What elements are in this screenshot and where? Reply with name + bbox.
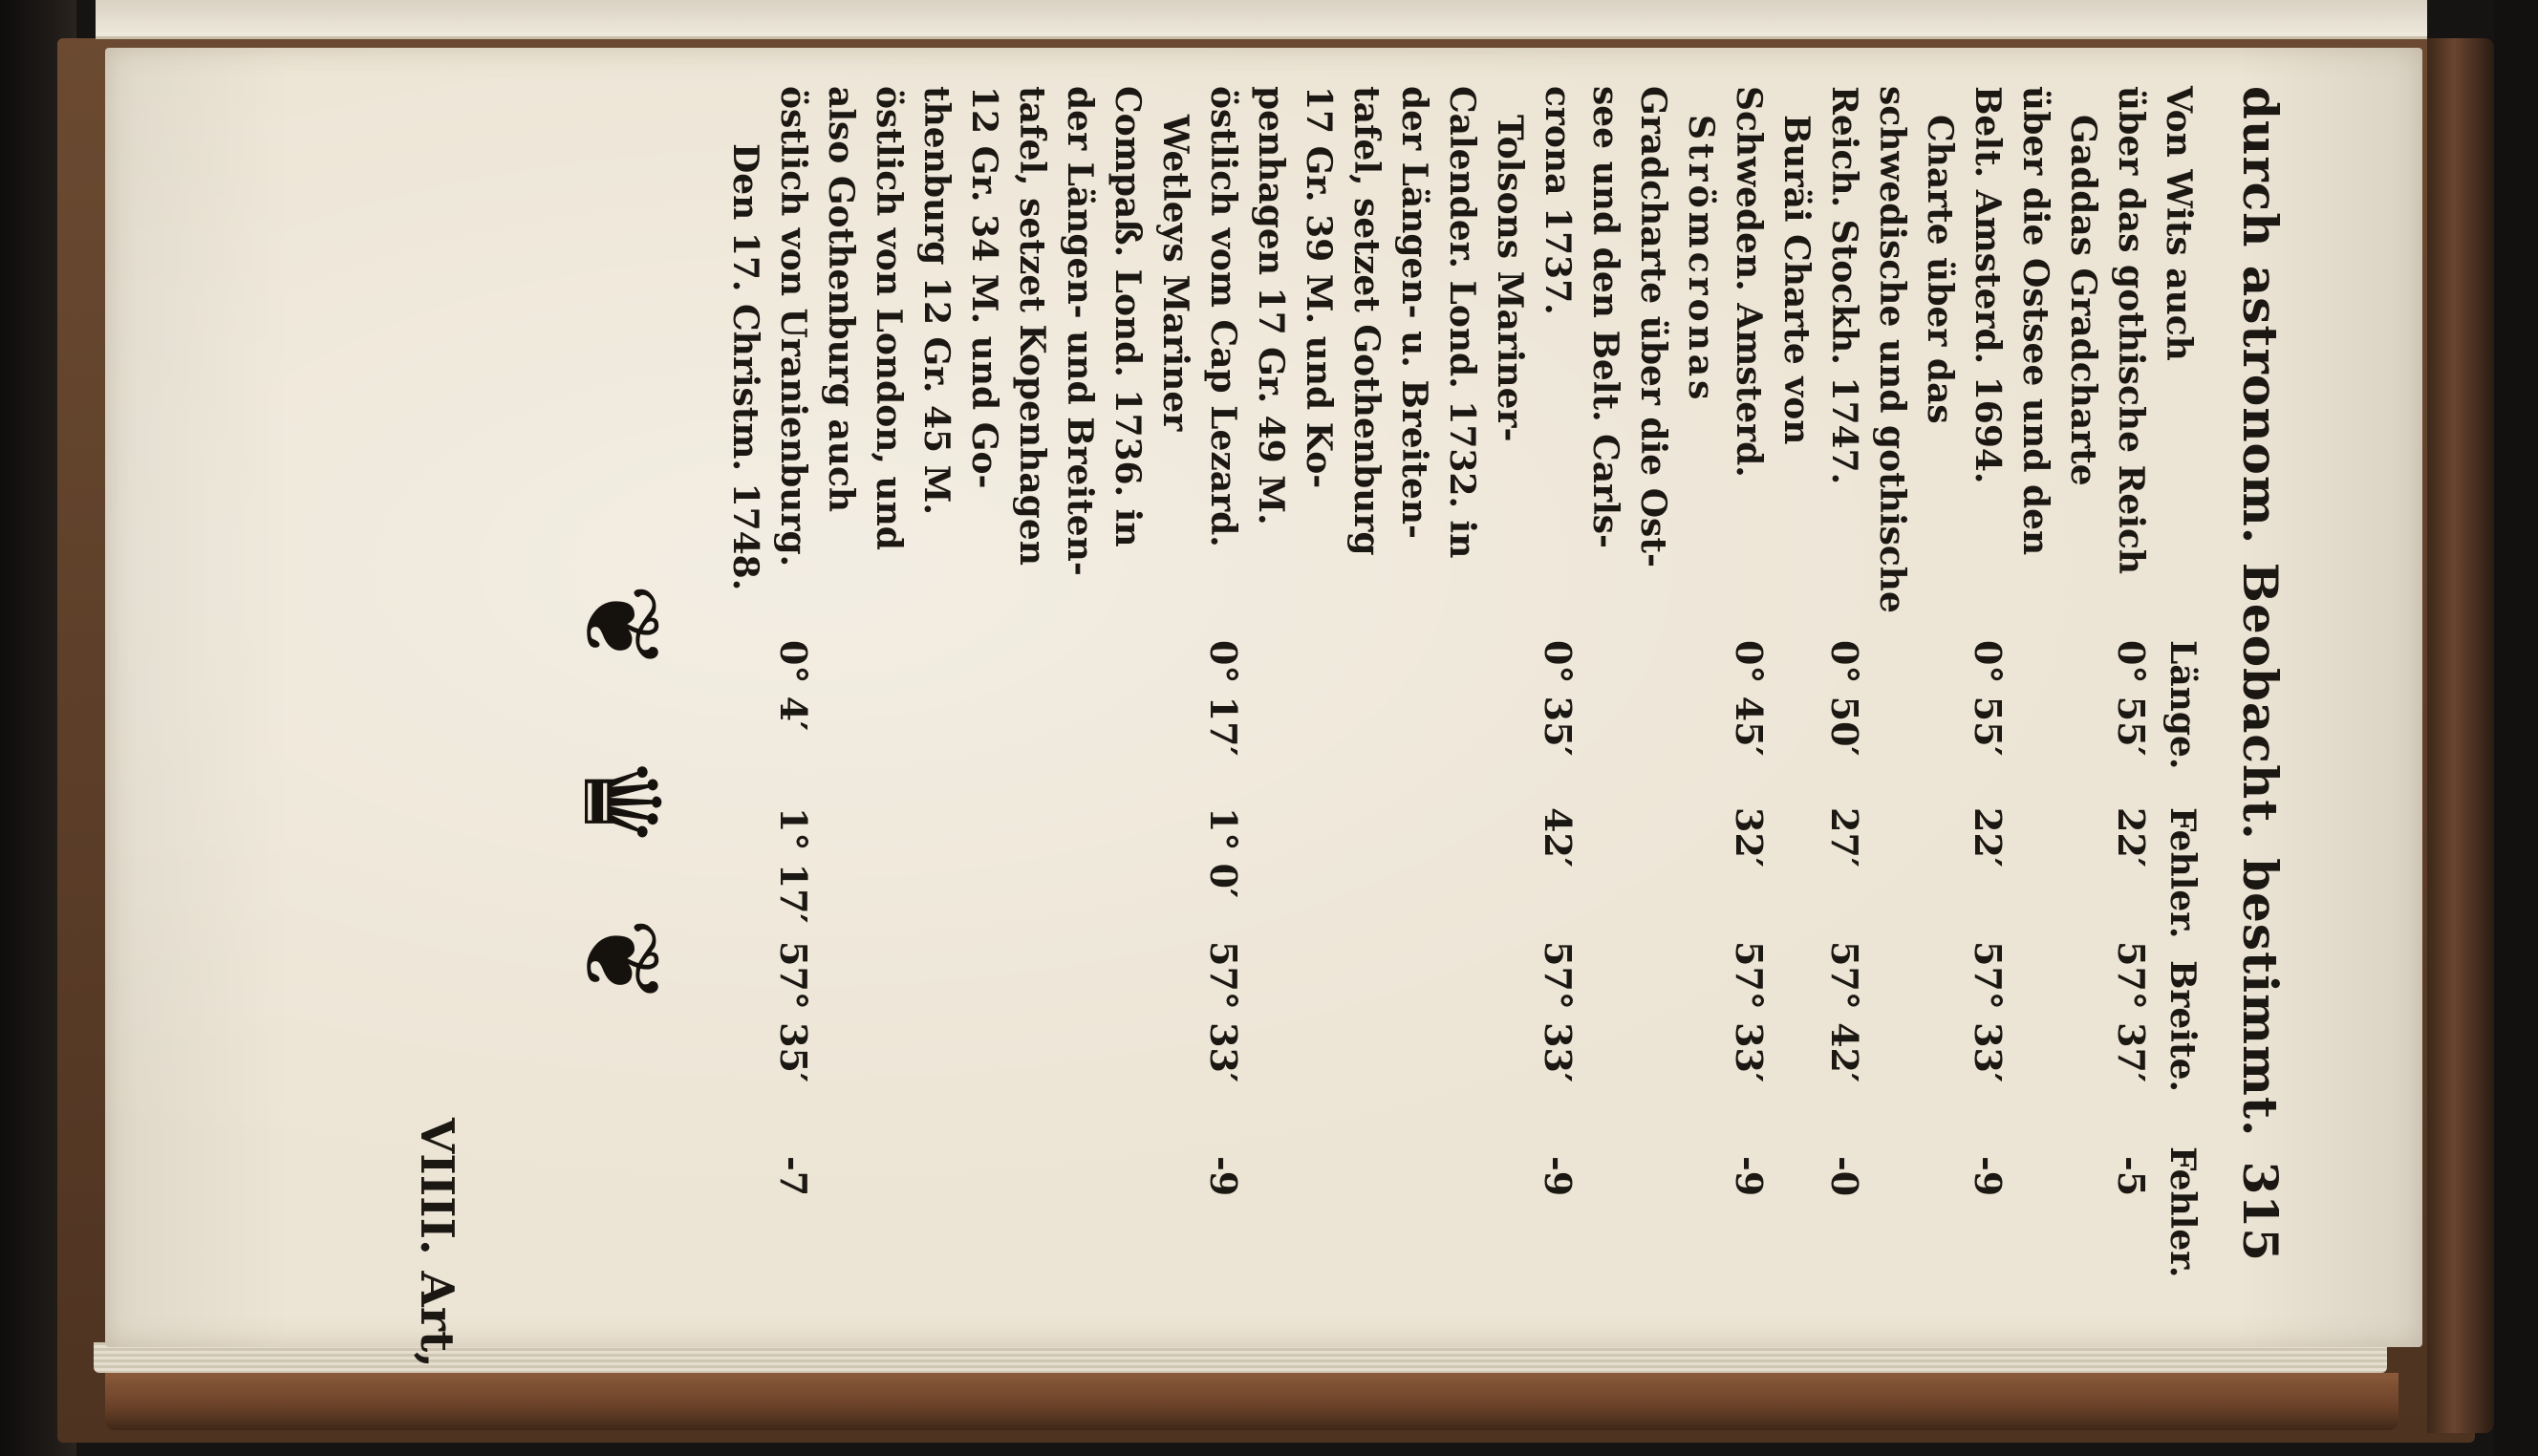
dateline: Den 17. Christm. 1748. <box>725 143 765 591</box>
entry-line: Gradcharte über die Ost- <box>1633 86 1673 567</box>
leather-spine <box>105 1373 2398 1430</box>
fehler-value: 27′ <box>1823 807 1866 867</box>
breite-value: 57° 35′ <box>772 941 815 1083</box>
entry-line: Charte über das <box>1920 115 1960 424</box>
table-row <box>1199 86 1534 1280</box>
fehler-value: 1° 17′ <box>772 807 815 924</box>
entry-line: Strömcronas <box>1681 115 1721 404</box>
fehler-value: 42′ <box>1537 807 1580 867</box>
breite-value: 57° 33′ <box>1967 941 2010 1083</box>
entry-line: über das gothische Reich <box>2111 86 2151 575</box>
entry-line: Belt. Amsterd. 1694. <box>1968 86 2008 484</box>
fehler-value: 1° 0′ <box>1202 807 1245 899</box>
book-page <box>105 48 2422 1368</box>
column-fehler-1: Fehler. <box>2162 807 2203 939</box>
fehler-value: -9 <box>1728 1156 1771 1197</box>
fehler-value: 32′ <box>1728 807 1771 867</box>
leather-cover-edge <box>2427 38 2494 1433</box>
breite-value: 57° 33′ <box>1202 941 1245 1083</box>
entry-line: östlich von Uranienburg. <box>773 86 813 567</box>
column-laenge: Länge. <box>2162 640 2203 770</box>
breite-value: 57° 37′ <box>2110 941 2153 1083</box>
breite-value: 57° 33′ <box>1537 941 1580 1083</box>
laenge-value: 0° 17′ <box>1202 640 1245 757</box>
entry-line: der Längen- und Breiten- <box>1060 86 1100 576</box>
entry-line: Compaß. Lond. 1736. in <box>1108 86 1148 547</box>
entry-line: Gaddas Gradcharte <box>2063 115 2103 486</box>
entry-line: see und den Belt. Carls- <box>1585 86 1625 548</box>
entry-line: Schweden. Amsterd. <box>1729 86 1769 478</box>
table-row <box>1964 86 2107 1280</box>
fehler-value: -5 <box>2110 1156 2153 1197</box>
fehler-value: 22′ <box>1967 807 2010 867</box>
page-header <box>2212 86 2289 1261</box>
laenge-value: 0° 55′ <box>2110 640 2153 757</box>
laenge-value: 0° 35′ <box>1537 640 1580 757</box>
entry-line: der Längen- u. Breiten- <box>1394 86 1434 539</box>
fehler-value: -9 <box>1202 1156 1245 1197</box>
table-row <box>1725 86 1820 1280</box>
entry-line: östlich von London, und <box>869 86 909 550</box>
running-head: durch astronom. Beobacht. bestimmt. <box>2232 86 2289 1138</box>
crown-icon: ♛ <box>560 755 682 849</box>
table-row <box>2107 86 2203 1280</box>
entry-line: Tolsons Mariner- <box>1490 115 1530 442</box>
laenge-value: 0° 55′ <box>1967 640 2010 757</box>
entry-line: Reich. Stockh. 1747. <box>1824 86 1864 485</box>
entry-line: Von Wits auch <box>2159 86 2199 361</box>
fleuron-icon: ❦ <box>560 917 682 1006</box>
fehler-value: -9 <box>1967 1156 2010 1197</box>
breite-value: 57° 33′ <box>1728 941 1771 1083</box>
breite-value: 57° 42′ <box>1823 941 1866 1083</box>
page-number: 315 <box>2232 1161 2289 1261</box>
right-background <box>2494 0 2538 1456</box>
fehler-value: 22′ <box>2110 807 2153 867</box>
table-row <box>1820 86 1964 1280</box>
catchword: VIIII. Art, <box>410 1118 463 1368</box>
entry-line: Wetleys Mariner <box>1155 115 1195 432</box>
rotated-text-block <box>105 48 2422 1368</box>
fehler-value: -9 <box>1537 1156 1580 1197</box>
fehler-value: -7 <box>772 1156 815 1197</box>
entry-line: thenburg 12 Gr. 45 M. <box>916 86 957 516</box>
entry-line: Calender. Lond. 1732. in <box>1442 86 1482 559</box>
facing-page-edge <box>96 0 2427 39</box>
fleuron-icon: ❦ <box>560 583 682 672</box>
entry-line: also Gothenburg auch <box>821 86 861 513</box>
entry-line: Buräi Charte von <box>1776 115 1817 445</box>
entry-line: tafel, setzet Kopenhagen <box>1012 86 1052 566</box>
laenge-value: 0° 4′ <box>772 640 815 732</box>
entry-line: östlich vom Cap Lezard. <box>1203 86 1243 547</box>
column-breite: Breite. <box>2162 960 2203 1093</box>
entry-line: schwedische und gothische <box>1872 86 1912 613</box>
table-row <box>769 86 1199 1280</box>
entry-line: 17 Gr. 39 M. und Ko- <box>1299 86 1339 489</box>
entry-line: crona 1737. <box>1538 86 1578 315</box>
laenge-value: 0° 50′ <box>1823 640 1866 757</box>
column-fehler-2: Fehler. <box>2162 1146 2203 1278</box>
entry-line: 12 Gr. 34 M. und Go- <box>964 86 1004 489</box>
dateline-row <box>712 86 769 1280</box>
entry-line: über die Ostsee und den <box>2015 86 2055 556</box>
entry-line: tafel, setzet Gothenburg <box>1346 86 1387 556</box>
entry-line: penhagen 17 Gr. 49 M. <box>1251 86 1291 525</box>
fehler-value: -0 <box>1823 1156 1866 1197</box>
laenge-value: 0° 45′ <box>1728 640 1771 757</box>
table-row <box>1534 86 1725 1280</box>
